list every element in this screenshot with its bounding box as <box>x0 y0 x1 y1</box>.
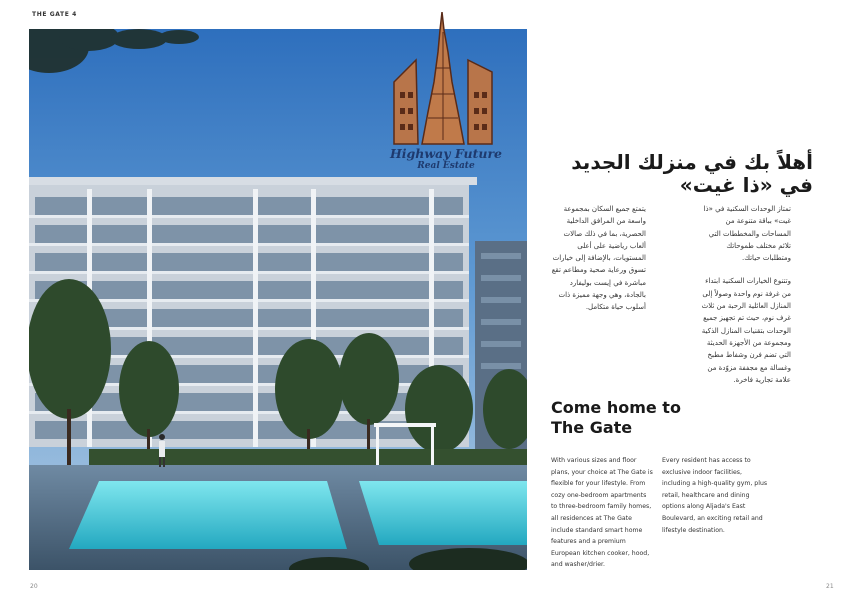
page-number-left: 20 <box>30 583 38 590</box>
english-title-line1: Come home to <box>551 398 681 417</box>
page-number-right: 21 <box>826 583 834 590</box>
arabic-paragraph-2: وتتنوع الخيارات السكنية ابتداء من غرفة نوم واحدة وصولاً إلى المنازل العائلية الرحبة من ثلاث غرف نوم، حيث تم تجهيز جميع الوحدات بتقنيات المنازل الذكية ومجموعة من الأجهزة الحديثة التي تضم فرن وشفاط مطبخ وغسالة مع مجففة مزوّدة من علامة تجارية فاخرة. <box>701 277 791 384</box>
english-title-line2: The Gate <box>551 418 633 437</box>
page-header: THE GATE 4 <box>32 11 77 18</box>
arabic-column-left <box>551 203 646 325</box>
arabic-title-line1: أهلاً بك في منزلك الجديد <box>571 150 813 174</box>
arabic-paragraph-1: تمتاز الوحدات السكنية في «ذا غيت» بباقة متنوعة من المساحات والمخططات التي تلائم مختلف طموحاتك ومتطلبات حياتك. <box>703 205 791 263</box>
arabic-title-line2: في «ذا غيت» <box>679 173 813 197</box>
logo-company-tagline: Real Estate <box>417 161 475 171</box>
logo-company-name: Highway Future <box>389 146 502 161</box>
company-logo <box>392 12 494 146</box>
arabic-paragraph: يتمتع جميع السكان بمجموعة واسعة من المرافق الداخلية الحصرية، بما في ذلك صالات ألعاب رياضية على أعلى المستويات، بالإضافة إلى خيارات تسوق ورعاية صحية ومطاعم تقع مباشرة في إيست بوليفارد بالجادة، وهي وجهة مميزة ذات أسلوب حياة متكامل. <box>551 205 646 312</box>
logo-text <box>381 147 511 172</box>
english-column-right: Every resident has access to exclusive indoor facilities, including a high-quality gym, plus retail, healthcare and dining options along Aljada's East Boulevard, an exciting retail and lifestyle destination. <box>662 457 768 534</box>
arabic-title <box>560 151 813 197</box>
english-column-left: With various sizes and floor plans, your choice at The Gate is flexible for your lifestyle. From cozy one-bedroom apartments to three-bedroom family homes, all residences at The Gate include standard smart home features and a premium European kitchen cooker, hood, and washer/drier. <box>551 457 653 569</box>
logo-tower-icon <box>392 12 494 146</box>
english-title <box>551 398 751 438</box>
arabic-column-right <box>700 203 791 397</box>
